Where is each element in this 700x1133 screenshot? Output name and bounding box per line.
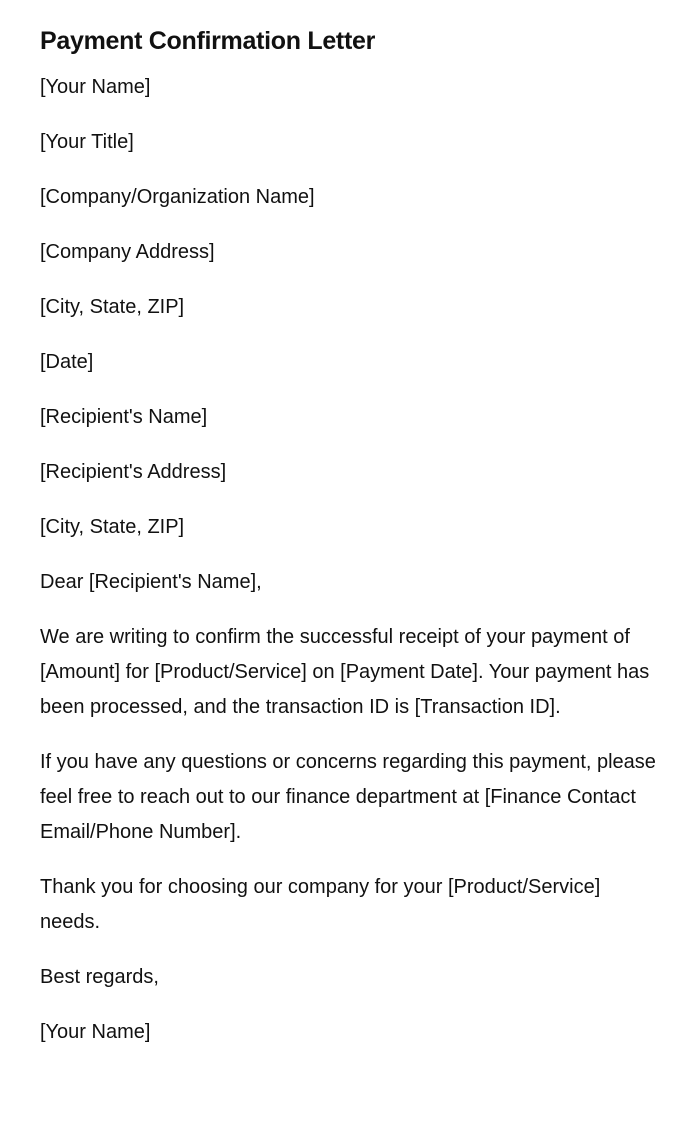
recipient-name: [Recipient's Name]	[40, 406, 208, 428]
company-address: [Company Address]	[40, 241, 215, 263]
letter-date: [Date]	[40, 351, 94, 373]
recipient-city-state-zip: [City, State, ZIP]	[40, 516, 185, 538]
sender-name: [Your Name]	[40, 76, 151, 98]
page-title: Payment Confirmation Letter	[40, 27, 376, 55]
signature-name: [Your Name]	[40, 1021, 151, 1043]
closing: Best regards,	[40, 966, 159, 988]
recipient-address: [Recipient's Address]	[40, 461, 227, 483]
company-name: [Company/Organization Name]	[40, 186, 315, 208]
sender-city-state-zip: [City, State, ZIP]	[40, 296, 185, 318]
body-paragraph-confirmation: We are writing to confirm the successful receipt of your payment of [Amount] for [Product/Service] on [Payment Date]. Your payment has been processed, and the transaction ID is [Transaction ID].	[40, 626, 650, 718]
sender-title: [Your Title]	[40, 131, 134, 153]
salutation: Dear [Recipient's Name],	[40, 571, 262, 593]
body-paragraph-contact: If you have any questions or concerns regarding this payment, please feel free to reach out to our finance department at [Finance Contact Email/Phone Number].	[40, 751, 656, 843]
body-paragraph-thanks: Thank you for choosing our company for your [Product/Service] needs.	[40, 876, 601, 933]
